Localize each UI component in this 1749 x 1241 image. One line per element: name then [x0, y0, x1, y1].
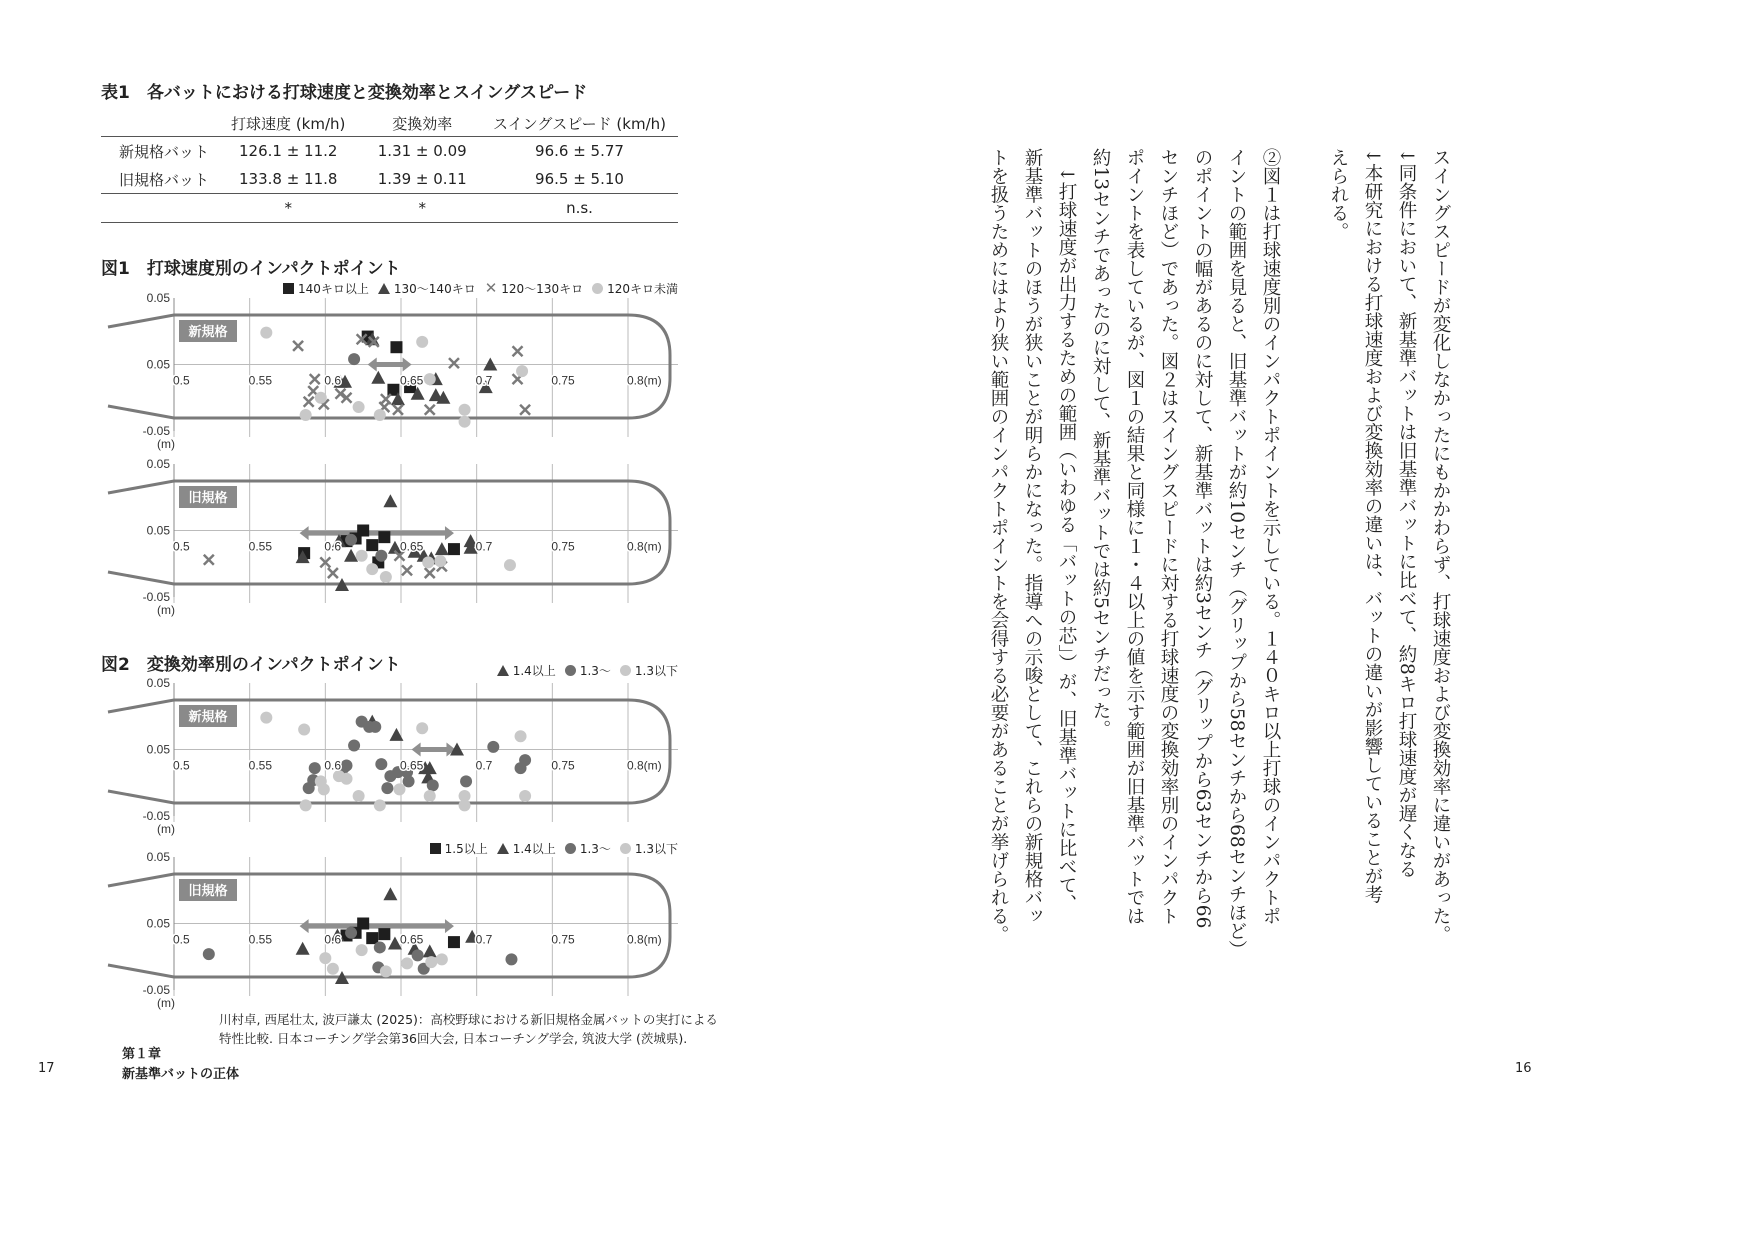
table-cell: n.s.: [481, 194, 678, 223]
data-point-light-circle: [380, 571, 392, 583]
table-cell: 96.5 ± 5.10: [535, 170, 624, 188]
data-point-dark-circle: [309, 762, 321, 774]
table-cell: 126.1 ± 11.2: [238, 142, 338, 160]
data-point-dark-circle: [487, 741, 499, 753]
text-line: ↓本研究における打球速度および変換効率の違いは、バットの違いが影響していることが考: [1362, 148, 1383, 904]
data-point-x: [310, 374, 320, 384]
y-tick-label: 0.05: [146, 916, 170, 931]
y-tick-label: -0.05: [142, 809, 170, 823]
data-point-light-circle: [416, 722, 428, 734]
x-tick-label: 0.5: [173, 932, 190, 947]
x-tick-label: 0.8(m): [627, 373, 662, 388]
x-tick-label: 0.6: [324, 932, 342, 947]
page-number-right: 16: [1515, 1061, 1532, 1076]
panel-label: 旧規格: [188, 883, 228, 898]
text-line: ↓同条件において、新基準バットは旧基準バットに比べて、約8キロ打球速度が遅くなる: [1396, 148, 1417, 879]
y-tick-label: 0.05: [146, 742, 170, 757]
legend-label: 130〜140キロ: [393, 282, 476, 296]
data-point-dark-circle: [515, 762, 527, 774]
data-point-light-circle: [341, 773, 353, 785]
data-point-light-circle: [300, 409, 312, 421]
data-point-x: [513, 346, 523, 356]
x-tick-label: 0.75: [551, 373, 575, 388]
data-point-light-circle: [380, 965, 392, 977]
table-cell: 旧規格バット: [119, 170, 210, 189]
data-point-light-circle: [315, 392, 327, 404]
data-point-dark-circle: [345, 927, 357, 939]
x-tick-label: 0.65: [400, 373, 424, 388]
data-point-light-circle: [374, 799, 386, 811]
chapter-title: 新基準バットの正体: [122, 1067, 240, 1082]
text-line: えられる。: [1328, 148, 1349, 241]
data-point-triangle: [423, 944, 437, 957]
table-header: 変換効率: [363, 110, 481, 137]
data-point-dark-circle: [303, 782, 315, 794]
data-point-triangle: [383, 494, 397, 507]
figure1-old-bat-plot: [100, 454, 700, 624]
data-point-x: [449, 358, 459, 368]
data-point-light-circle: [260, 327, 272, 339]
arrow-head-left-icon: [412, 743, 421, 757]
y-tick-label: -0.05: [142, 590, 170, 604]
x-tick-label: 0.55: [248, 758, 273, 773]
text-line: 新基準バットのほうが狭いことが明らかになった。指導への示唆として、これらの新規格バッ: [1022, 148, 1043, 925]
data-point-x: [425, 405, 435, 415]
data-point-dark-circle: [375, 758, 387, 770]
reference-line: 川村卓, 西尾壮太, 波戸謙太 (2025)：高校野球における新旧規格金属バットの実打による: [219, 1012, 718, 1027]
y-tick-label: -0.05: [142, 424, 170, 438]
table-header: [101, 110, 213, 137]
panel-label: 新規格: [188, 709, 228, 724]
legend-label: 140キロ以上: [297, 282, 369, 296]
data-point-triangle: [371, 371, 385, 384]
text-line: のポイントの幅があるのに対して、新基準バットは約3センチ（グリップから63センチから66: [1192, 148, 1213, 929]
panel-label: 旧規格: [188, 490, 228, 505]
data-point-light-circle: [401, 957, 413, 969]
data-point-square: [366, 539, 378, 551]
data-point-triangle: [435, 542, 449, 555]
text-line: 約13センチであったのに対して、新基準バットでは約5センチだった。: [1090, 148, 1111, 739]
y-tick-label: 0.05: [146, 291, 170, 305]
legend-label: 120〜130キロ: [501, 282, 584, 296]
legend-label: 1.3以下: [634, 842, 678, 856]
table-cell: 96.6 ± 5.77: [535, 142, 624, 160]
arrow-head-left-icon: [300, 526, 309, 540]
table-cell: 1.39 ± 0.11: [377, 170, 467, 188]
arrow-head-right-icon: [445, 526, 454, 540]
x-tick-label: 0.75: [551, 758, 575, 773]
text-line: トを扱うためにはより狭い範囲のインパクトポイントを会得する必要があることが挙げられる。: [988, 148, 1009, 944]
table-cell: *: [213, 194, 363, 223]
figure1-title: 図1 打球速度別のインパクトポイント: [101, 259, 401, 279]
x-tick-label: 0.65: [400, 539, 424, 554]
data-point-light-circle: [436, 953, 448, 965]
data-point-light-circle: [298, 724, 310, 736]
data-point-light-circle: [422, 556, 434, 568]
data-point-x: [328, 568, 338, 578]
legend-label: 1.3以下: [634, 664, 678, 678]
data-point-light-circle: [353, 790, 365, 802]
x-tick-label: 0.8(m): [627, 932, 662, 947]
data-point-square: [357, 918, 369, 930]
table-cell: *: [363, 194, 481, 223]
table-row: [101, 137, 678, 166]
x-tick-label: 0.75: [551, 539, 575, 554]
text-line: ポイントを表しているが、図１の結果と同様に１・４以上の値を示す範囲が旧基準バットでは: [1124, 148, 1145, 925]
table-cell: 133.8 ± 11.8: [238, 170, 338, 188]
reference-line: 特性比較. 日本コーチング学会第36回大会, 日本コーチング学会, 筑波大学 (茨城県).: [219, 1031, 688, 1046]
data-point-square: [448, 543, 460, 555]
x-tick-label: 0.7: [475, 539, 493, 554]
data-point-dark-circle: [403, 775, 415, 787]
data-point-triangle: [296, 942, 310, 955]
y-tick-label: 0.05: [146, 676, 170, 690]
y-tick-label: -0.05: [142, 983, 170, 997]
vertical-body-text: [981, 148, 1457, 959]
data-point-x: [304, 397, 314, 407]
x-tick-label: 0.7: [475, 932, 493, 947]
x-tick-label: 0.5: [173, 539, 190, 554]
y-unit-label: (m): [157, 822, 175, 836]
data-point-light-circle: [504, 559, 516, 571]
blank-line: [1287, 148, 1321, 948]
table-title: 表1 各バットにおける打球速度と変換効率とスイングスピード: [101, 83, 588, 103]
data-point-square: [378, 928, 390, 940]
data-point-x: [402, 565, 412, 575]
data-point-dark-circle: [203, 948, 215, 960]
table-header: スイングスピード (km/h): [481, 110, 678, 137]
data-point-light-circle: [515, 730, 527, 742]
x-tick-label: 0.75: [551, 932, 575, 947]
arrow-head-left-icon: [368, 358, 377, 372]
legend-label: 1.3〜: [579, 842, 611, 856]
page-number-left: 17: [38, 1061, 55, 1076]
data-point-dark-circle: [412, 949, 424, 961]
arrow-head-right-icon: [403, 358, 412, 372]
figure1-new-bat-plot: [100, 288, 700, 458]
data-point-dark-circle: [505, 953, 517, 965]
text-line: ↓打球速度が出力するための範囲（いわゆる「バットの芯」）が、旧基準バットに比べて、: [1056, 148, 1077, 913]
data-point-light-circle: [434, 555, 446, 567]
data-point-square: [378, 531, 390, 543]
data-point-square: [390, 341, 402, 353]
data-point-square: [357, 525, 369, 537]
figure2-old-bat-plot: [100, 847, 700, 1017]
data-point-dark-circle: [369, 721, 381, 733]
y-unit-label: (m): [157, 437, 175, 451]
data-point-light-circle: [374, 409, 386, 421]
data-point-light-circle: [459, 799, 471, 811]
data-point-x: [520, 405, 530, 415]
data-point-square: [366, 932, 378, 944]
data-point-x: [425, 568, 435, 578]
data-point-light-circle: [459, 416, 471, 428]
legend-label: 1.3〜: [579, 664, 611, 678]
legend-label: 1.4以上: [512, 664, 556, 678]
x-tick-label: 0.6: [324, 758, 342, 773]
x-tick-label: 0.7: [475, 758, 493, 773]
text-line: スイングスピードが変化しなかったにもかかわらず、打球速度および変換効率に違いがあった。: [1430, 148, 1451, 944]
y-tick-label: 0.05: [146, 357, 170, 372]
data-point-light-circle: [327, 963, 339, 975]
data-point-dark-circle: [348, 353, 360, 365]
arrow-head-left-icon: [300, 919, 309, 933]
data-point-light-circle: [319, 952, 331, 964]
data-point-light-circle: [260, 712, 272, 724]
y-tick-label: 0.05: [146, 850, 170, 864]
y-unit-label: (m): [157, 996, 175, 1010]
data-point-light-circle: [519, 790, 531, 802]
data-point-dark-circle: [375, 550, 387, 562]
y-unit-label: (m): [157, 603, 175, 617]
data-point-light-circle: [300, 799, 312, 811]
x-tick-label: 0.65: [400, 932, 424, 947]
x-tick-label: 0.6: [324, 539, 342, 554]
panel-label: 新規格: [188, 324, 228, 339]
x-tick-label: 0.55: [248, 373, 273, 388]
table-header: 打球速度 (km/h): [213, 110, 363, 137]
table-header-row: [101, 110, 678, 137]
data-point-light-circle: [425, 956, 437, 968]
data-point-light-circle: [356, 944, 368, 956]
arrow-head-right-icon: [445, 919, 454, 933]
x-marker-icon: ✕: [484, 279, 498, 297]
figure2-new-bat-plot: [100, 673, 700, 843]
legend-label: 1.5以上: [444, 842, 488, 856]
data-point-dark-circle: [374, 941, 386, 953]
x-tick-label: 0.5: [173, 758, 190, 773]
reference-citation: [219, 1010, 718, 1048]
y-tick-label: 0.05: [146, 457, 170, 471]
x-tick-label: 0.8(m): [627, 539, 662, 554]
data-point-light-circle: [318, 783, 330, 795]
data-point-light-circle: [424, 373, 436, 385]
text-line: センチほど）であった。図２はスイングスピードに対する打球速度の変換効率別のインパクト: [1158, 148, 1179, 925]
data-point-light-circle: [416, 336, 428, 348]
table-row: [101, 165, 678, 194]
data-point-light-circle: [459, 404, 471, 416]
x-tick-label: 0.7: [475, 373, 493, 388]
data-point-dark-circle: [460, 775, 472, 787]
y-tick-label: 0.05: [146, 523, 170, 538]
table-cell: [101, 194, 213, 223]
table-row-significance: [101, 194, 678, 223]
data-point-light-circle: [356, 550, 368, 562]
legend-label: 1.4以上: [512, 842, 556, 856]
data-point-light-circle: [366, 563, 378, 575]
figure2-title: 図2 変換効率別のインパクトポイント: [101, 655, 401, 675]
x-tick-label: 0.6: [324, 373, 342, 388]
data-point-dark-circle: [381, 782, 393, 794]
data-point-light-circle: [516, 365, 528, 377]
data-point-light-circle: [424, 790, 436, 802]
data-point-x: [204, 555, 214, 565]
data-point-triangle: [383, 887, 397, 900]
data-point-dark-circle: [427, 779, 439, 791]
data-point-square: [448, 936, 460, 948]
chapter-number: 第１章: [122, 1047, 162, 1062]
x-tick-label: 0.65: [400, 758, 424, 773]
x-tick-label: 0.55: [248, 932, 273, 947]
data-point-light-circle: [353, 401, 365, 413]
data-point-dark-circle: [348, 740, 360, 752]
x-tick-label: 0.8(m): [627, 758, 662, 773]
table-cell: 新規格バット: [119, 142, 210, 161]
text-line: イントの範囲を見ると、旧基準バットが約10センチ（グリップから58センチから68センチほど）: [1226, 148, 1247, 959]
text-line: ②図１は打球速度別のインパクトポイントを示している。１４０キロ以上打球のインパクトポ: [1260, 148, 1281, 925]
data-point-light-circle: [393, 783, 405, 795]
results-table: [101, 110, 678, 223]
x-tick-label: 0.5: [173, 373, 190, 388]
data-point-dark-circle: [341, 759, 353, 771]
table-cell: 1.31 ± 0.09: [377, 142, 467, 160]
x-tick-label: 0.55: [248, 539, 273, 554]
legend-label: 120キロ未満: [607, 282, 678, 296]
data-point-dark-circle: [345, 534, 357, 546]
data-point-x: [293, 341, 303, 351]
